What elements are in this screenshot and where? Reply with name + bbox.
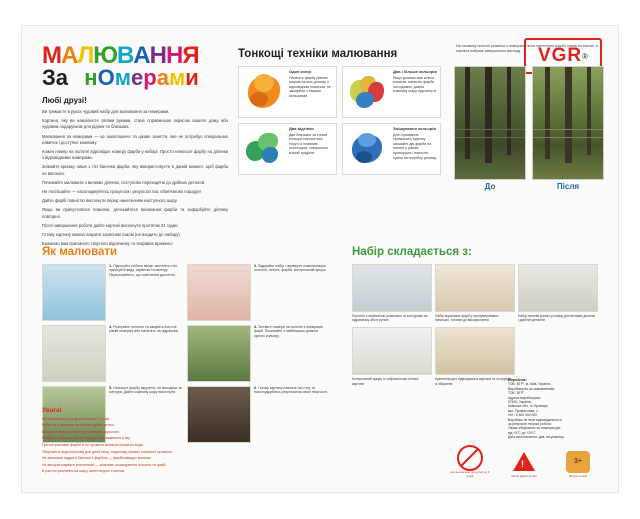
set-contains-title: Набір складається з:	[352, 246, 472, 258]
company-line: Виробництво за замовленням:	[508, 386, 555, 391]
warning-line: При потраплянні фарби в очі промити великою кількістю води.	[42, 443, 144, 448]
company-line: від +5°С до +25°С.	[508, 430, 537, 435]
technique-card	[238, 66, 337, 118]
sheet-background	[22, 26, 618, 492]
technique-card-heading: Два відтінки	[289, 126, 314, 131]
technique-card	[342, 123, 441, 175]
warning-line: Набір не є іграшкою та містить дрібні деталі.	[42, 423, 115, 428]
technique-card-text: Нанесіть фарбу рівним шаром на всю ділянку з відповідним номером, не змішуючи з іншими кольорами.	[289, 75, 331, 98]
warning-triangle-icon	[504, 450, 544, 474]
how-to-step	[187, 264, 328, 321]
set-item-caption: Набір акрилових фарб у пронумерованих баночках, готових до використання	[435, 314, 499, 323]
step-image	[187, 325, 251, 382]
warning-heading: Увага!	[42, 406, 62, 414]
set-contains-grid	[352, 264, 602, 386]
technique-card-text: Якщо ділянка має кілька номерів, нанесіть фарби послідовно, даючи кожному шару підсохнути.	[393, 75, 437, 94]
set-item-image	[352, 327, 432, 375]
company-heading: Виробник:	[508, 378, 527, 382]
step-image	[42, 325, 106, 382]
technique-card	[238, 123, 337, 175]
safety-icon-item	[504, 450, 544, 478]
after-label: Після	[556, 182, 580, 191]
intro-paragraph: Якщо ви припустилися помилки, дочекайтеся висихання фарби та зафарбуйте ділянку повторно.	[42, 207, 228, 219]
intro-block	[42, 96, 228, 250]
vgr-registered-mark: ®	[582, 51, 589, 61]
step-number: 6.	[254, 385, 258, 390]
set-item-image	[435, 264, 515, 312]
step-text: Підготуйте робоче місце: застеліть стіл, підготуйте воду, серветки та палітру. Переконайтесь, що освітлення достатнє.	[109, 264, 178, 277]
warning-line: Не використовувати розчинники — можливе пошкодження полотна та фарб.	[42, 462, 167, 467]
technique-card	[342, 66, 441, 118]
blue-blob-icon	[346, 127, 390, 171]
set-item-image	[518, 264, 598, 312]
warning-line: Фарби не токсичні, але не придатні до вживання в їжу.	[42, 436, 131, 441]
intro-paragraph: Картина, яку ви намалюєте своїми руками, стане справжньою окрасою вашого дому або чудовим подарунком для рідних та близьких.	[42, 118, 228, 130]
step-number: 4.	[254, 324, 258, 329]
step-number: 3.	[109, 324, 113, 329]
technique-card-text: Два близьких за тоном кольори наносяться поруч із плавним переходом, створюючи м'який градієнт.	[289, 132, 328, 155]
warning-line: В разі потрапляння на шкіру змити водою з милом.	[42, 469, 126, 474]
before-image	[454, 66, 526, 180]
step-text: Відкрийте набір і перевірте комплектацію: полотно, пензлі, фарби, контрольний аркуш.	[254, 264, 327, 273]
how-to-step	[42, 264, 183, 321]
before-after-section	[454, 66, 604, 191]
company-line: Дата виготовлення: див. на упаковці.	[508, 435, 565, 440]
intro-paragraph: Знімайте кришку лише з тієї баночки фарби, яку використовуєте в даний момент, щоб фарба не висохла.	[42, 164, 228, 176]
no-children-under-3-icon	[450, 446, 490, 470]
safety-icon-label: Вік від 3 років	[569, 473, 587, 478]
technique-section	[238, 48, 448, 175]
step-number: 2.	[254, 263, 258, 268]
intro-paragraph: Після завершення роботи дайте картині висохнути протягом 24 годин.	[42, 222, 179, 228]
set-item	[352, 327, 430, 385]
how-to-title: Як малювати	[42, 246, 118, 258]
warning-line: Зберігати в недоступному для дітей місці, подалі від прямих сонячних променів.	[42, 449, 173, 454]
step-text: Зіставте номери на полотні з номерами фарб. Починайте з найбільших ділянок одного кольору.	[254, 325, 323, 338]
before-after-note: На готовому полотні розмітка з номерами після нанесення фарби повністю зникає, а картина набуває завершеного вигляду.	[456, 44, 598, 53]
logo-line-2-a: За	[42, 65, 69, 90]
set-item-image	[435, 327, 515, 375]
set-item	[518, 264, 596, 322]
intro-paragraph: Малювання за номерами — це захоплююче та цікаве заняття, яке не потребує спеціальних навичок і доступне кожному.	[42, 133, 228, 145]
vgr-text: VGR	[537, 45, 583, 66]
product-logo	[42, 44, 232, 90]
logo-line-2: За нОмерами	[42, 65, 199, 90]
technique-title: Тонкощі техніки малювання	[238, 48, 398, 60]
company-line: ТОВ "ВГР", м. Київ, Україна.	[508, 382, 551, 387]
technique-card-heading: Змішування кольорів	[393, 126, 436, 131]
company-line: ТОВ "ВГР".	[508, 391, 525, 396]
step-image	[42, 264, 106, 321]
set-contains-section	[352, 246, 602, 386]
company-line: тел.: 0 800 000 000	[508, 413, 537, 418]
set-item-image	[352, 264, 432, 312]
step-text: Розправте полотно та закріпіть його на рівній поверхні або натягніть на підрамник.	[109, 325, 179, 334]
set-item-caption: Набір пензлів різного розміру для великих ділянок і дрібних деталей	[518, 314, 595, 323]
technique-card-grid	[238, 66, 446, 175]
step-text: Готову картину повісьте на стіну та насолоджуйтесь результатом своєї творчості.	[254, 386, 329, 395]
set-item-caption: Кріплення для підвішування картини та інструкція зі збирання	[435, 377, 512, 386]
intro-paragraph: Ви тримаєте в руках чудовий набір для малювання за номерами.	[42, 109, 170, 114]
step-number: 1.	[109, 263, 113, 268]
before-after-images	[454, 66, 604, 180]
warning-line: Використовувати тільки під наглядом дорослих.	[42, 429, 120, 434]
logo-line-1: МАЛЮВАННЯ	[42, 42, 199, 69]
company-line: Виробник не несе відповідальності	[508, 417, 562, 422]
intro-paragraph: Готову картину можна покрити захисним лаком (не входить до набору).	[42, 232, 181, 238]
safety-icon-label: Увага! Дрібні деталі	[511, 473, 537, 478]
set-item	[352, 264, 430, 322]
green-blob-icon	[242, 127, 286, 171]
before-after-captions	[454, 182, 604, 191]
company-line: Адреса виробництва:	[508, 395, 541, 400]
how-to-step	[42, 325, 183, 382]
company-line: за результат творчої роботи.	[508, 422, 552, 427]
set-item-caption: Контрольний аркуш із зображенням готової картини	[352, 377, 419, 386]
intro-paragraph: Бажаємо вам приємного творчого відпочинку та яскравих вражень!	[42, 241, 173, 247]
intro-heading: Любі друзі!	[42, 96, 87, 105]
company-line: вул. Промислова, 1.	[508, 408, 539, 413]
step-number: 5.	[109, 385, 113, 390]
warning-line: Не залишати відкриті баночки з фарбою — фарба швидко висихає.	[42, 456, 152, 461]
technique-card-heading: Два і більше кольорів	[393, 69, 437, 74]
before-label: До	[484, 182, 496, 191]
age-3plus-glyph: 3+	[566, 451, 590, 473]
safety-icons	[450, 446, 598, 478]
technique-card-text: Для отримання проміжного відтінку змішайте дві фарби на палітрі у рівних пропорціях і нанесіть суміш на потрібну ділянку.	[393, 132, 437, 160]
intro-paragraph: Починайте малювати з великих ділянок, поступово переходячи до дрібних деталей.	[42, 179, 206, 185]
intro-paragraph: Не поспішайте — насолоджуйтесь процесом і результат вас обов'язково порадує!	[42, 189, 202, 195]
orange-blob-icon	[242, 70, 286, 114]
set-item-caption: Полотно з нанесеною розміткою та контурами на підрамнику або в рулоні	[352, 314, 428, 323]
after-image	[532, 66, 604, 180]
safety-icon-item	[450, 446, 490, 478]
safety-icon-label: Не призначено для дітей до 3 років	[450, 470, 490, 478]
company-info	[508, 378, 604, 440]
warning-section	[42, 407, 292, 476]
company-line: Київська обл., м. Бровари,	[508, 404, 549, 409]
set-item	[435, 327, 513, 385]
step-image	[187, 264, 251, 321]
how-to-step	[187, 325, 328, 382]
warning-line: Не призначено для дітей віком до 3 років.	[42, 416, 110, 421]
age-3plus-icon	[558, 450, 598, 474]
safety-icon-item	[558, 450, 598, 478]
set-item	[435, 264, 513, 322]
step-text: Наносьте фарбу акуратно, не виходячи за контури. Дайте кожному шару висохнути.	[109, 386, 182, 395]
technique-card-heading: Один колір	[289, 69, 311, 74]
intro-paragraph: Дайте фарбі повністю висохнути перед нанесенням наступного шару.	[42, 198, 178, 204]
multi-blob-icon	[346, 70, 390, 114]
intro-paragraph: Кожен номер на полотні відповідає номеру фарби у наборі. Просто наносьте фарбу на ділянки з відповідними номерами.	[42, 149, 228, 161]
company-line: 07400, Україна,	[508, 400, 532, 405]
company-line: Умови зберігання: за температури	[508, 426, 561, 431]
